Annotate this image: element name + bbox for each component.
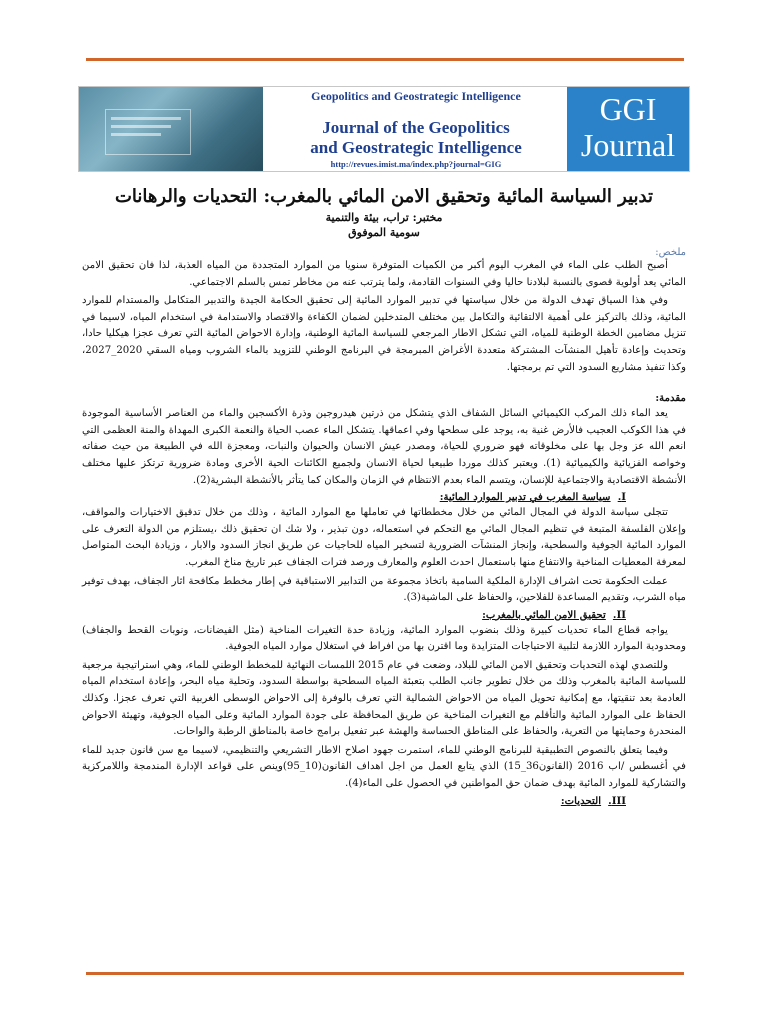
abstract-label: ملخص: [655,247,686,258]
section-paragraph: وفيما يتعلق بالنصوص التطبيقية للبرنامج الوطني للماء، استمرت جهود اصلاح الاطار التشريعي والتنظيمي، لاسيما مع سن قانون جديد للماء في أغسطس /اب 2016 (القانون36_15) الذي يتابع العمل من اجل اهداف القانون(10_95)وينص على قواعد الإدارة المندمجة واللامركزية والتشاركية للموارد المائية بهدف ضمان حق المواطنين في الحصول على الماء(4). [82,744,686,790]
ggi-journal-logo: GGI Journal [567,87,689,171]
journal-name-line1: Journal of the Geopolitics [322,118,510,137]
section-number: I. [617,491,626,504]
top-rule [86,58,684,61]
section-heading [82,609,626,621]
journal-banner [78,86,690,172]
section-title: تحقيق الامن المائي بالمغرب: [482,608,606,621]
introduction-heading: مقدمة: [655,392,686,405]
journal-name-line2: and Geostrategic Intelligence [310,138,522,157]
laboratory-name: مختبر: تراب، بيئة والتنمية [325,211,443,224]
journal-series-name: Geopolitics and Geostrategic Intelligence [311,89,521,103]
author-name: سومية الموفوق [348,226,420,239]
abstract-paragraph: وفي هذا السياق تهدف الدولة من خلال سياستها في تدبير الموارد المائية إلى تحقيق الحكامة الجيدة والتدبير المتكامل والمستدام للموارد المائية، وذلك بالتركيز على أهمية الالتقائية والتكامل بين مختلف المتدخلين لضمان الكفاءة والاقتصاد والاستدامة في استخدام المياه، لاسيما في تنزيل مضامين الخطة الوطنية للمياه، التي تشكل الاطار المرجعي للسياسة المائية الوطنية، وإدارة الاحواض المائية التي تعرف عجزا هيكليا حادا، وتحديث وإعادة تأهيل المنشآت المشتركة متعددة الأغراض المبرمجة في البرنامج الوطني للتزويد بالماء الشروب ومياه السقي 2020_2027، وكذا تنفيذ مشاريع السدود التي تم برمجتها. [82,295,686,373]
article-title: تدبير السياسة المائية وتحقيق الامن المائي بالمغرب: التحديات والرهانات [114,186,654,207]
section-paragraph: عملت الحكومة تحت اشراف الإدارة الملكية السامية باتخاذ مجموعة من التدابير الاستباقية في إطار مخطط مكافحة اثار الجفاف، بهدف توفير مياه الشرب، وتقديم المساعدة للفلاحين، والحفاظ على الماشية(3). [82,575,686,604]
article-body [82,180,686,809]
section-number: III. [608,794,626,807]
section-heading [82,795,626,807]
section-title: سياسة المغرب في تدبير الموارد المائية: [439,491,611,504]
section-heading [82,491,626,503]
introduction-paragraph: يعد الماء ذلك المركب الكيميائي السائل الشفاف الذي يتشكل من ذرتين هيدروجين وذرة الأكسجين والماء من العناصر الأساسية الموجودة في هذا الكوكب العجيب فالأرض غنية به، يوجد على سطحها وفي اعماقها. يتشكل الماء عصب الحياة والنعمة الكبرى المهداة والمنة العظمى التي انعم الله عز وجل بها على مخلوقاته فهو ضروري للحياة، ومصدر عيش الانسان والحيوان والنبات، ومعجزة الله في الطبيعة من حيث صفاته وخواصه الفزيائية والكيميائية (1). ويعتبر كذلك موردا طبيعيا لحياة الانسان ولجميع الكائنات الحية الأخرى ومادة ضرورية ترتكز عليها مختلف الأنشطة الاقتصادية والاجتماعية للإنسان، ويتسم الماء بعدم الانتظام في الزمان والمكان كما يتأثر بالأنشطة البشرية(2). [82,408,686,486]
journal-cover-thumbnail [79,87,263,171]
journal-url: http://revues.imist.ma/index.php?journal=GIG [330,159,502,169]
section-paragraph: يواجه قطاع الماء تحديات كبيرة وذلك بنضوب الموارد المائية، وزيادة حدة التغيرات المناخية (مثل الفيضانات، ونوبات القحط والجفاف) ومحدودية الموارد اللازمة لتلبية الاحتياجات المتزايدة وما اقترن بها من افراط في استغلال موارد المياه الجوفية. [82,624,686,653]
bottom-rule [86,972,684,975]
section-paragraph: تتجلى سياسة الدولة في المجال المائي من خلال مخططاتها في تعاملها مع الموارد المائية ، وذلك من خلال تدقيق الاختيارات والمواقف، وإعلان الفلسفة المتبعة في تنظيم المجال المائي مع التحكم في استعماله، دون تبذير ، ولا شك ان تحقيق ذلك ،يستلزم من الدولة التعرف على الموارد المائية الجوفية والسطحية، وإنجاز المنشآت الضرورية لتسخير المياه للحاجيات عن طريق انجاز السدود والابار ، وزيادة البحث المتواصل لمعرفة المعطيات المناخية والانتفاع منها باستعمال احدث العلوم والمعارف ورصد فترات الجفاف عبر تاريخ مناخ المغرب. [82,507,686,568]
abstract-paragraph: أصبح الطلب على الماء في المغرب اليوم أكبر من الكميات المتوفرة سنويا من الموارد المتجددة من المياه العذبة، لذا فان تحقيق الامن المائي يعد أولوية قصوى بالنسبة لبلادنا حاليا وفي السنوات القادمة، ولما يترتب عنه من مخاطر تمس بالسلم الاجتماعي. [82,260,686,288]
section-paragraph: وللتصدي لهذه التحديات وتحقيق الامن المائي للبلاد، وضعت في عام 2015 اللمسات النهائية للمخطط الوطني للماء، وهي استراتيجية مرجعية للسياسة المائية بالمغرب وذلك من خلال تطوير جانب الطلب بتعبئة المياه السطحية بواسطة السدود، وتحلية مياه البحر، وإعادة استخدام المياه العادمة بعد تنقيتها، مع إمكانية تحويل المياه من الاحواض الشمالية التي تعرف بالوفرة إلى الاحواض الوسطى الغربية التي تعرف عجزا. وكذلك الحفاظ على الموارد المائية والتأقلم مع التغيرات المناخية عن طريق المحافظة على جودة الموارد المائية وعلى المياه الجوفية، وتهيئة الاحواض المنحدرة وحمايتها من التعرية، والحفاظ على المناطق الحساسة والهشة عبر تفعيل برامج خاصة بالمناطق الرطبة والواحات. [82,659,686,738]
section-number: II. [612,608,626,621]
section-title: التحديات: [560,794,602,807]
